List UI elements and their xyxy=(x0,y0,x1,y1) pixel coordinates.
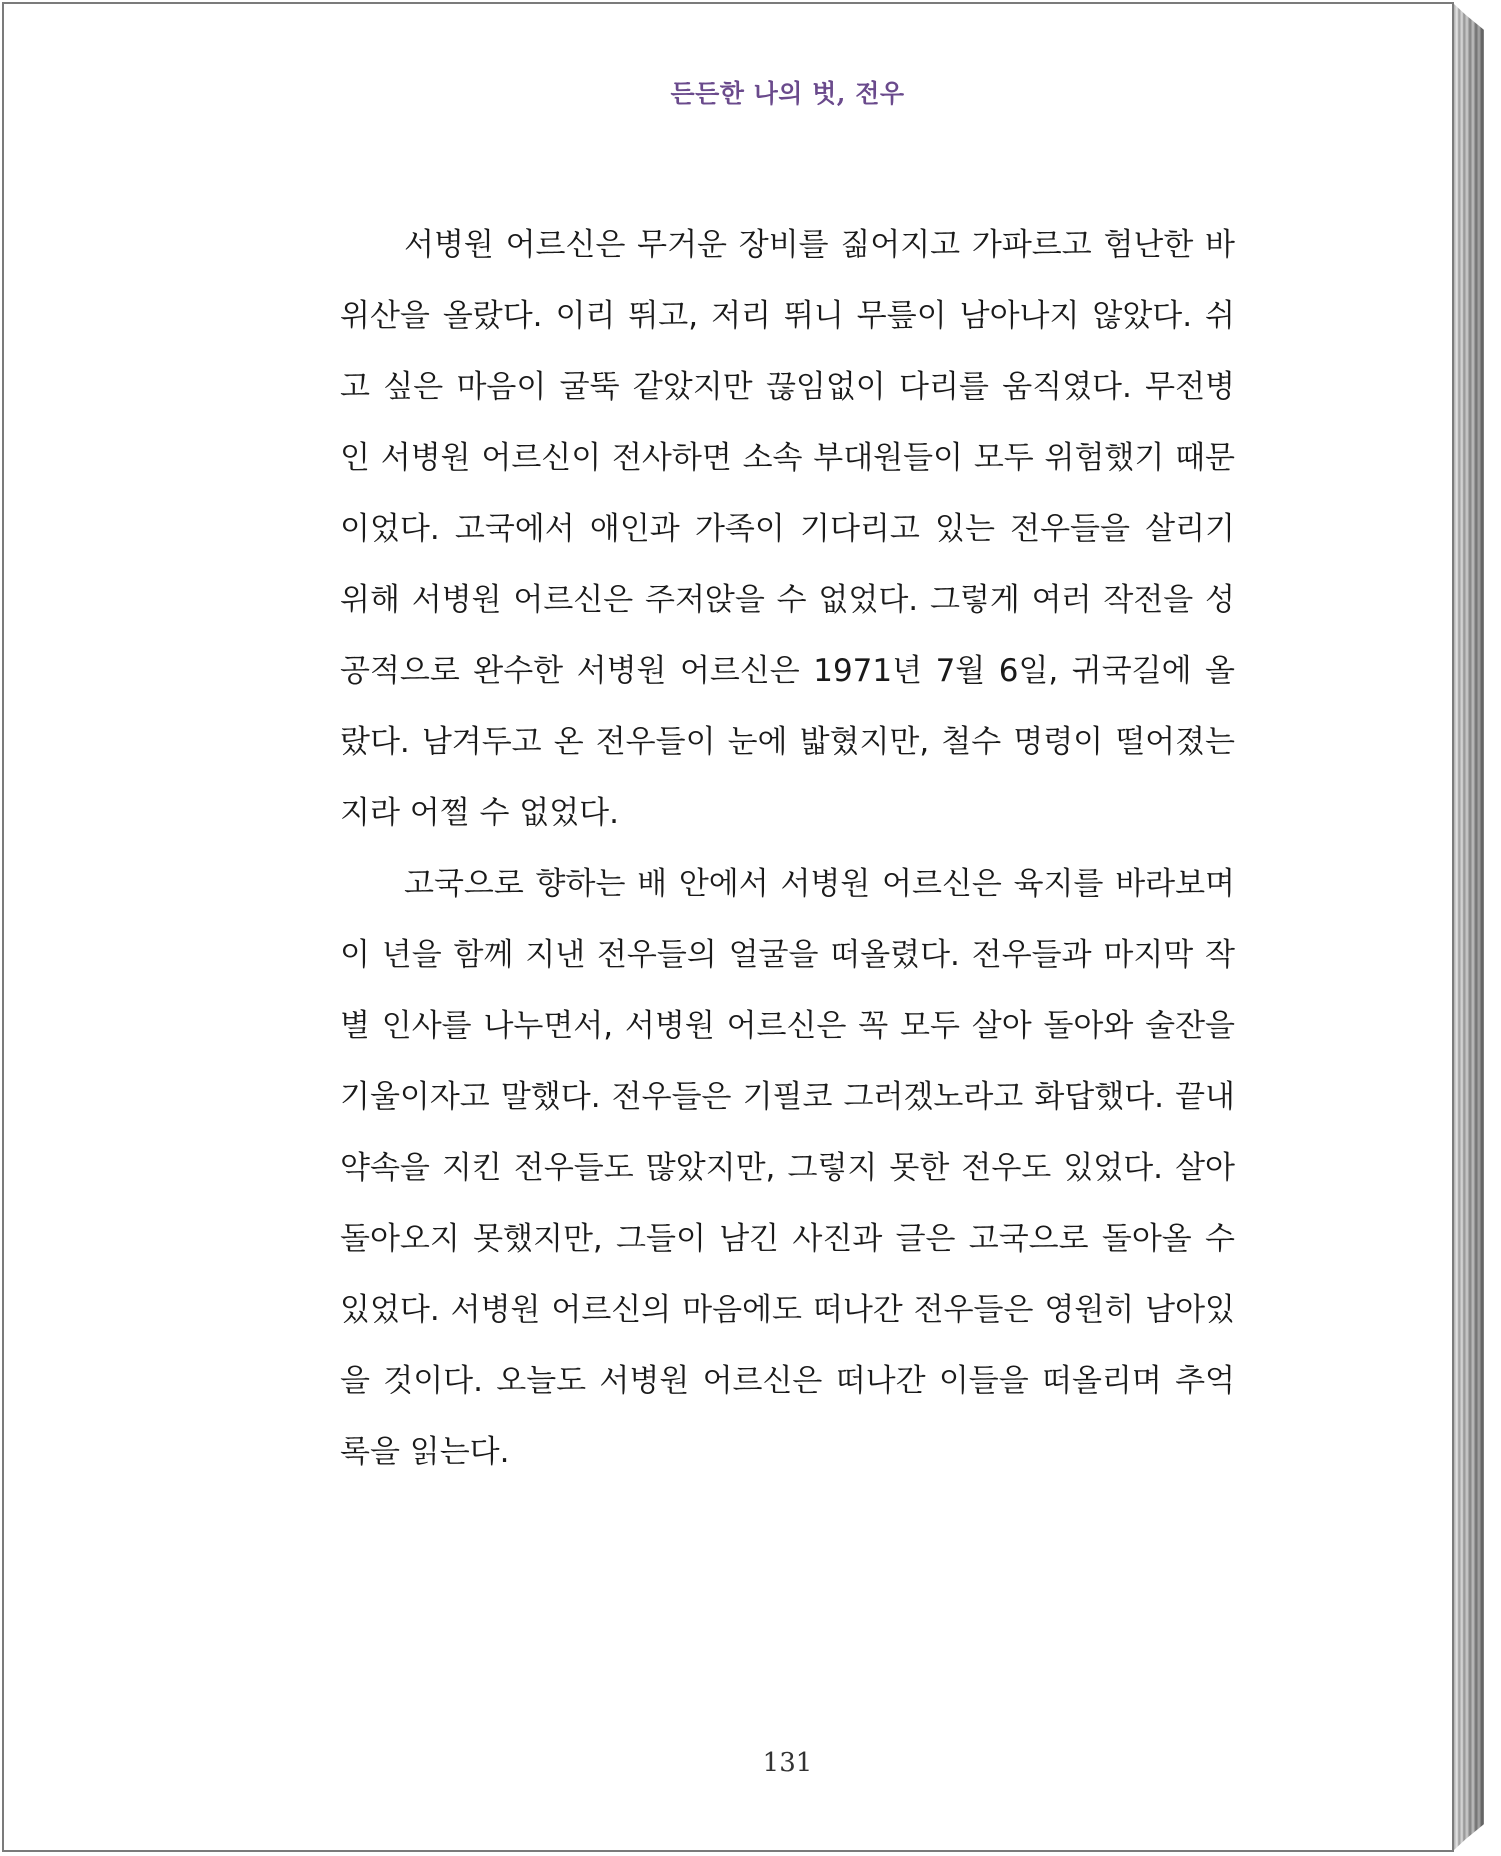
paragraph: 서병원 어르신은 무거운 장비를 짊어지고 가파르고 험난한 바위산을 올랐다. 이리 뛰고, 저리 뛰니 무릎이 남아나지 않았다. 쉬고 싶은 마음이 굴뚝 같았지만 끊임없이 다리를 움직였다. 무전병인 서병원 어르신이 전사하면 소속 부대원들이 모두 위험했기 때문이었다. 고국에서 애인과 가족이 기다리고 있는 전우들을 살리기 위해 서병원 어르신은 주저앉을 수 없었다. 그렇게 여러 작전을 성공적으로 완수한 서병원 어르신은 1971년 7월 6일, 귀국길에 올랐다. 남겨두고 온 전우들이 눈에 밟혔지만, 철수 명령이 떨어졌는지라 어쩔 수 없었다. xyxy=(340,227,1235,831)
paragraph: 고국으로 향하는 배 안에서 서병원 어르신은 육지를 바라보며 이 년을 함께 지낸 전우들의 얼굴을 떠올렸다. 전우들과 마지막 작별 인사를 나누면서, 서병원 어르신은 꼭 모두 살아 돌아와 술잔을 기울이자고 말했다. 전우들은 기필코 그러겠노라고 화답했다. 끝내 약속을 지킨 전우들도 많았지만, 그렇지 못한 전우도 있었다. 살아 돌아오지 못했지만, 그들이 남긴 사진과 글은 고국으로 돌아올 수 있었다. 서병원 어르신의 마음에도 떠나간 전우들은 영원히 남아있 을 것이다. 오늘도 서병원 어르신은 떠나간 이들을 떠올리며 추억록을 읽는다. xyxy=(340,866,1235,1470)
body-text xyxy=(340,210,1235,1488)
running-header: 든든한 나의 벗, 전우 xyxy=(670,79,905,108)
page-edges xyxy=(1454,4,1484,1850)
page-number: 131 xyxy=(762,1748,813,1778)
